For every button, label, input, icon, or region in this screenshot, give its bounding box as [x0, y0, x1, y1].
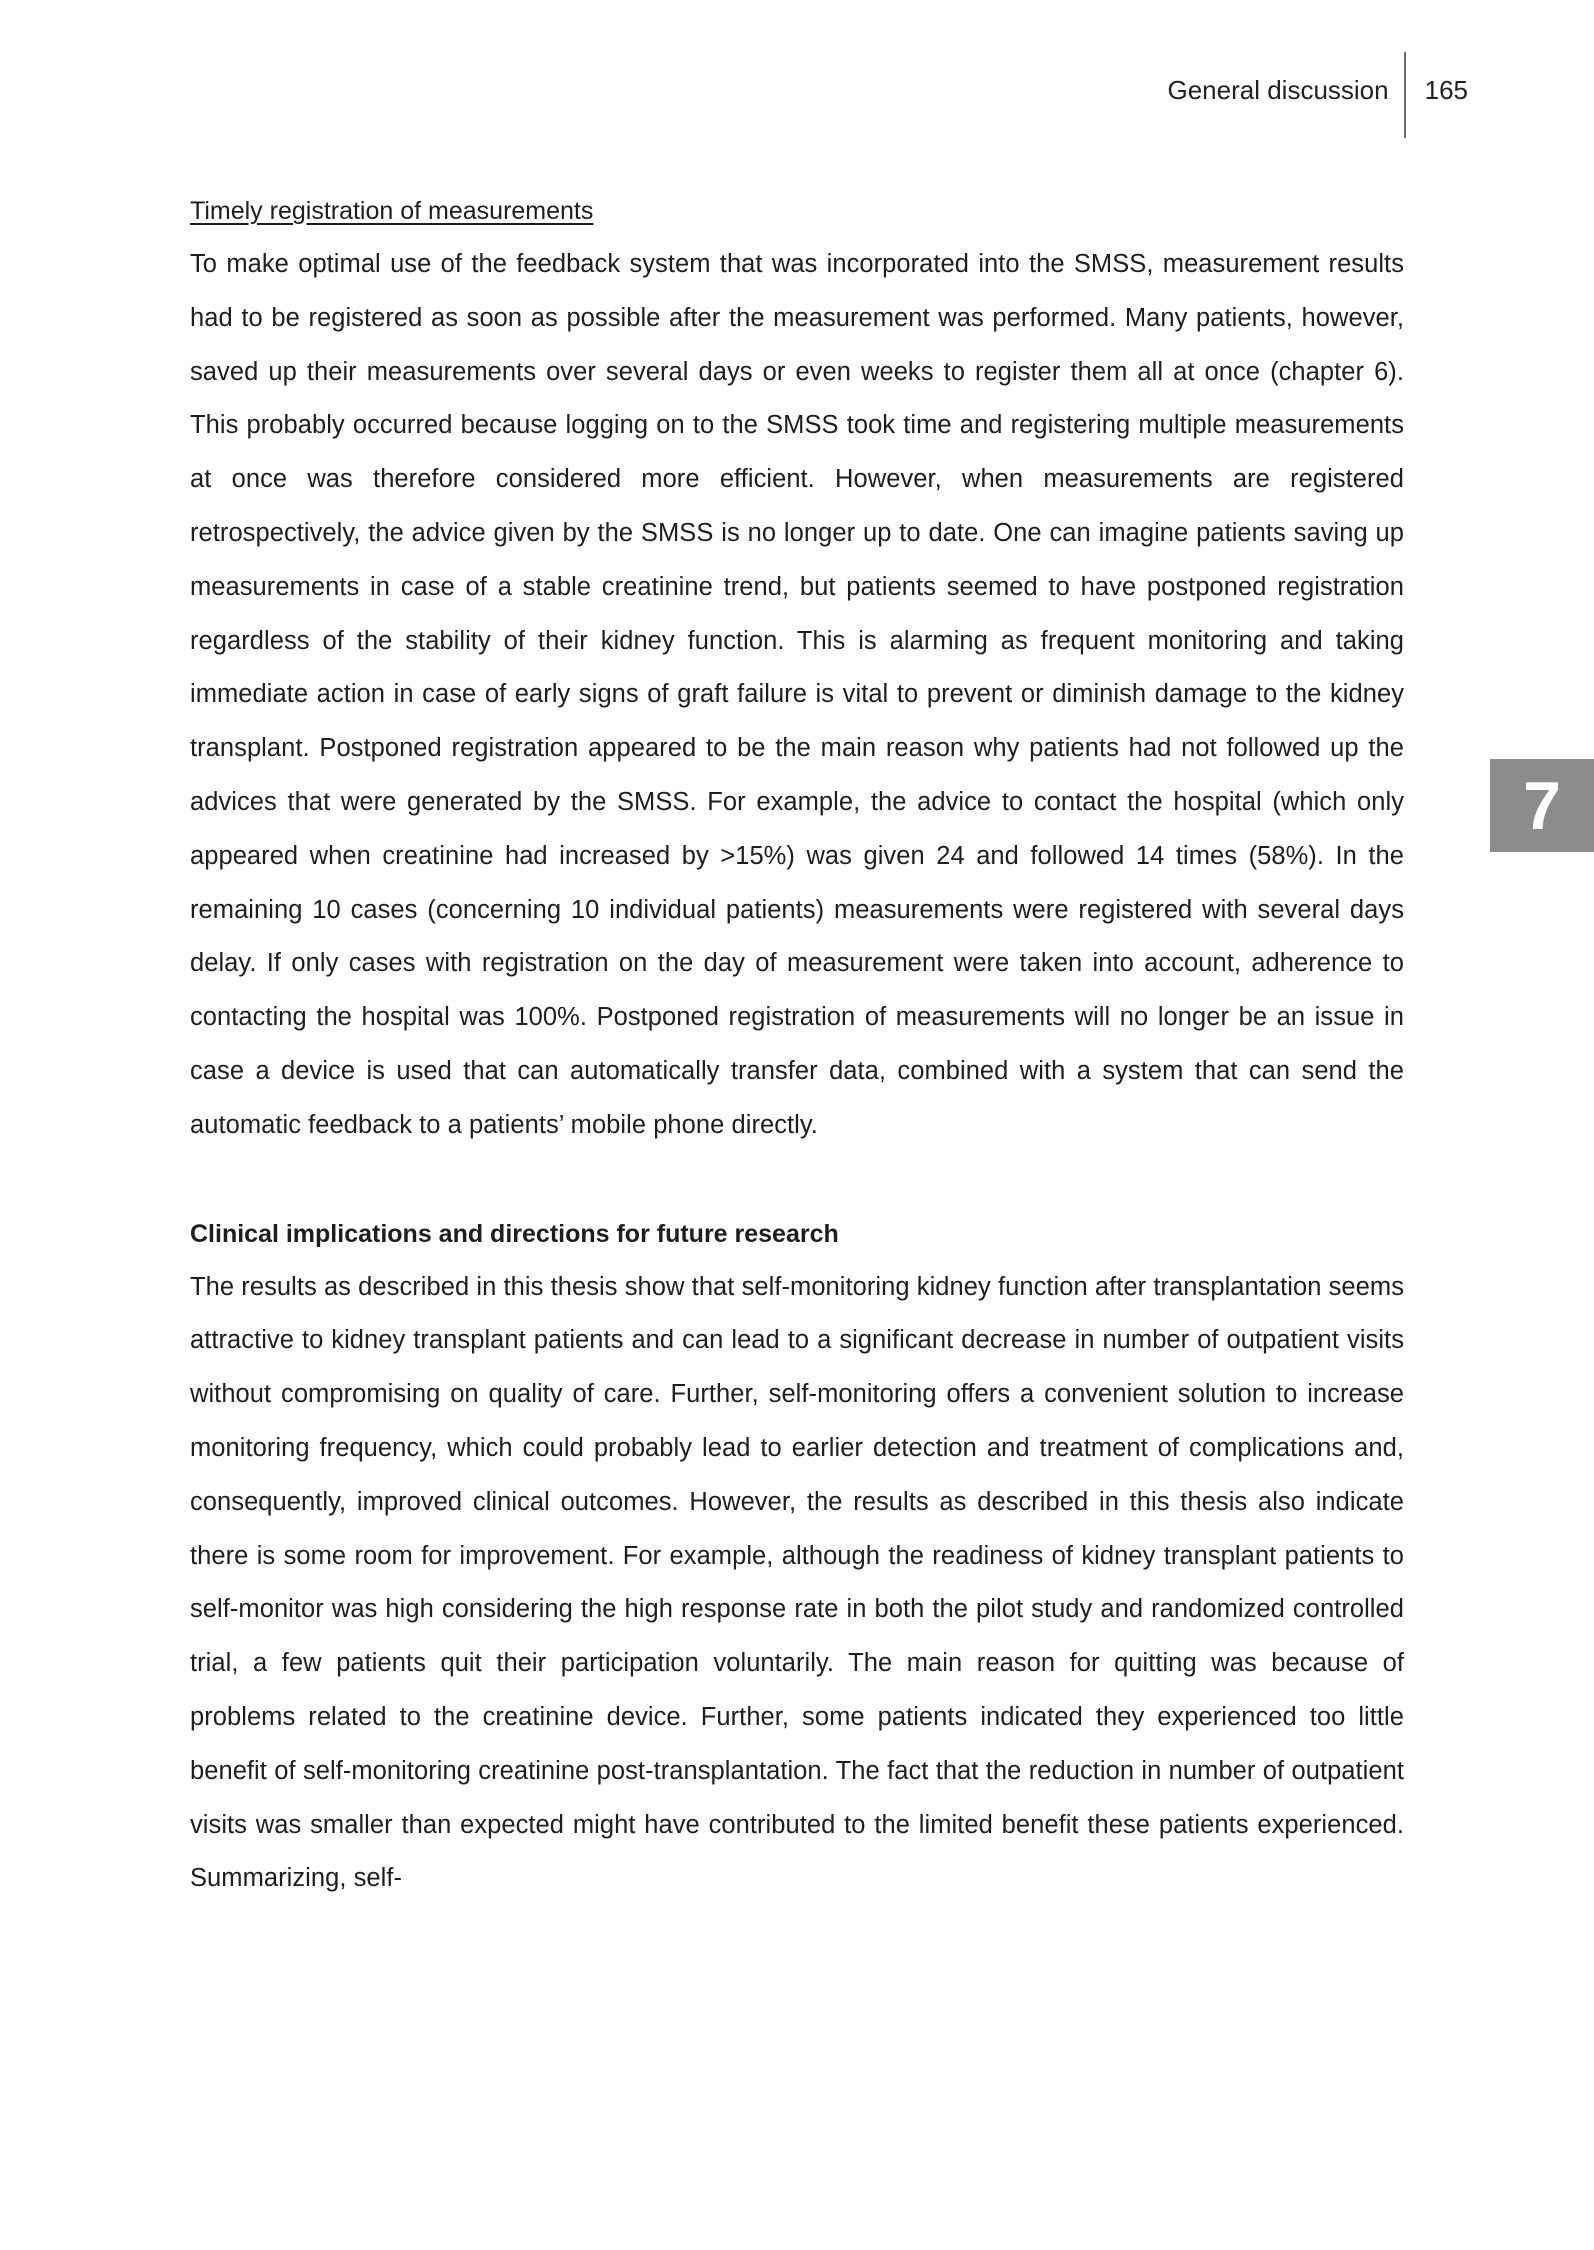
chapter-tab [1490, 759, 1594, 852]
page-body [190, 184, 1404, 1906]
section-heading: Timely registration of measurements [190, 197, 594, 225]
section-timely-registration [190, 184, 1404, 1153]
body-paragraph: The results as described in this thesis show that self-monitoring kidney function after transplantation seems attractive to kidney transplant patients and can lead to a significant decrease in number of outpatient visits without compromising on quality of care. Further, self-monitoring offers a convenient solution to increase monitoring frequency, which could probably lead to earlier detection and treatment of complications and, consequently, improved clinical outcomes. However, the results as described in this thesis also indicate there is some room for improvement. For example, although the readiness of kidney transplant patients to self-monitor was high considering the high response rate in both the pilot study and randomized controlled trial, a few patients quit their participation voluntarily. The main reason for quitting was because of problems related to the creatinine device. Further, some patients indicated they experienced too little benefit of self-monitoring creatinine post-transplantation. The fact that the reduction in number of outpatient visits was smaller than expected might have contributed to the limited benefit these patients experienced. Summarizing, self- [190, 1272, 1404, 1893]
section-heading: Clinical implications and directions for future research [190, 1219, 839, 1248]
header-divider [1404, 52, 1406, 138]
section-spacer [190, 1153, 1404, 1207]
chapter-number: 7 [1523, 767, 1561, 844]
page-number: 165 [1424, 74, 1468, 105]
running-header [1167, 70, 1468, 110]
body-paragraph: To make optimal use of the feedback system that was incorporated into the SMSS, measurement results had to be registered as soon as possible after the measurement was performed. Many patients, however, saved up their measurements over several days or even weeks to register them all at once (chapter 6). This probably occurred because logging on to the SMSS took time and registering multiple measurements at once was therefore considered more efficient. However, when measurements are registered retrospectively, the advice given by the SMSS is no longer up to date. One can imagine patients saving up measurements in case of a stable creatinine trend, but patients seemed to have postponed registration regardless of the stability of their kidney function. This is alarming as frequent monitoring and taking immediate action in case of early signs of graft failure is vital to prevent or diminish damage to the kidney transplant. Postponed registration appeared to be the main reason why patients had not followed up the advices that were generated by the SMSS. For example, the advice to contact the hospital (which only appeared when creatinine had increased by >15%) was given 24 and followed 14 times (58%). In the remaining 10 cases (concerning 10 individual patients) measurements were registered with several days delay. If only cases with registration on the day of measurement were taken into account, adherence to contacting the hospital was 100%. Postponed registration of measurements will no longer be an issue in case a device is used that can automatically transfer data, combined with a system that can send the automatic feedback to a patients’ mobile phone directly. [190, 250, 1404, 1139]
running-header-title: General discussion [1167, 74, 1389, 105]
section-clinical-implications [190, 1207, 1404, 1907]
